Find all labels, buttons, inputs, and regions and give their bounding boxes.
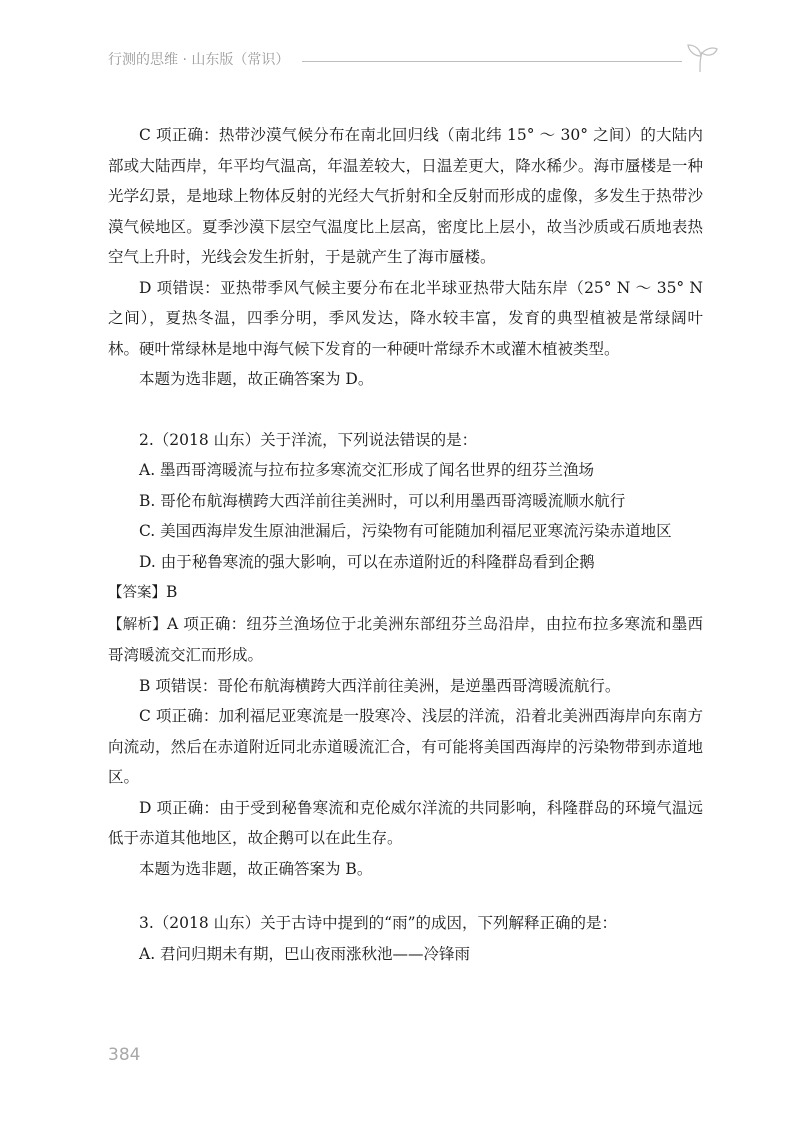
- q2-analysis-c: C 项正确：加利福尼亚寒流是一股寒冷、浅层的洋流，沿着北美洲西海岸向东南方向流动，然后在赤道附近同北赤道暖流汇合，有可能将美国西海岸的污染物带到赤道地区。: [108, 707, 703, 786]
- q2-option-b: B. 哥伦布航海横跨大西洋前往美洲时，可以利用墨西哥湾暖流顺水航行: [139, 491, 626, 510]
- answer-value: B: [166, 583, 178, 601]
- q1-c-analysis: C 项正确：热带沙漠气候分布在南北回归线（南北纬 15° ～ 30° 之间）的大陆内部或大陆西岸，年平均气温高，年温差较大，日温差更大，降水稀少。海市蜃楼是一种光学幻景，是地球上物体反射的光经大气折射和全反射而形成的虚像，多发生于热带沙漠气候地区。夏季沙漠下层空气温度比上层高，密度比上层小，故当沙质或石质地表热空气上升时，光线会发生折射，于是就产生了海市蜃楼。: [108, 126, 703, 266]
- q2-analysis-d: D 项正确：由于受到秘鲁寒流和克伦威尔洋流的共同影响，科隆群岛的环境气温远低于赤道其他地区，故企鹅可以在此生存。: [108, 798, 703, 847]
- header-title: 行测的思维 · 山东版（常识）: [108, 52, 290, 68]
- q2-answer: [108, 577, 703, 609]
- header-rule: [302, 61, 682, 62]
- q2-option-d: D. 由于秘鲁寒流的强大影响，可以在赤道附近的科隆群岛看到企鹅: [139, 552, 595, 571]
- page-number: 384: [108, 1045, 141, 1065]
- q2-option-c: C. 美国西海岸发生原油泄漏后，污染物有可能随加利福尼亚寒流污染赤道地区: [139, 522, 672, 540]
- analysis-label: 【解析】: [108, 616, 168, 633]
- answer-label: 【答案】: [108, 585, 166, 601]
- q2-stem: 2.（2018 山东）关于洋流，下列说法错误的是：: [139, 430, 478, 449]
- q1-d-analysis: D 项错误：亚热带季风气候主要分布在北半球亚热带大陆东岸（25° N ～ 35° N 之间），夏热冬温，四季分明，季风发达，降水较丰富，发育的典型植被是常绿阔叶林。硬叶常绿林是地中海气候下发育的一种硬叶常绿乔木或灌木植被类型。: [108, 278, 703, 358]
- page-content: [108, 120, 703, 969]
- q3-stem: 3.（2018 山东）关于古诗中提到的“雨”的成因，下列解释正确的是：: [139, 914, 618, 932]
- q2-analysis-a: [108, 609, 703, 671]
- q1-conclusion: 本题为选非题，故正确答案为 D。: [139, 370, 374, 388]
- q2-conclusion: 本题为选非题，故正确答案为 B。: [139, 859, 373, 878]
- q2-option-a: A. 墨西哥湾暖流与拉布拉多寒流交汇形成了闻名世界的纽芬兰渔场: [139, 461, 595, 479]
- q3-option-a: A. 君问归期未有期，巴山夜雨涨秋池——冷锋雨: [139, 944, 471, 963]
- section-gap: [108, 884, 703, 908]
- analysis-a-text: A 项正确：纽芬兰渔场位于北美洲东部纽芬兰岛沿岸，由拉布拉多寒流和墨西哥湾暖流交汇而形成。: [108, 614, 704, 664]
- running-header: [108, 50, 718, 80]
- section-gap: [108, 395, 703, 425]
- leaf-sprout-icon: [680, 42, 720, 74]
- q2-analysis-b: B 项错误：哥伦布航海横跨大西洋前往美洲，是逆墨西哥湾暖流航行。: [139, 676, 621, 695]
